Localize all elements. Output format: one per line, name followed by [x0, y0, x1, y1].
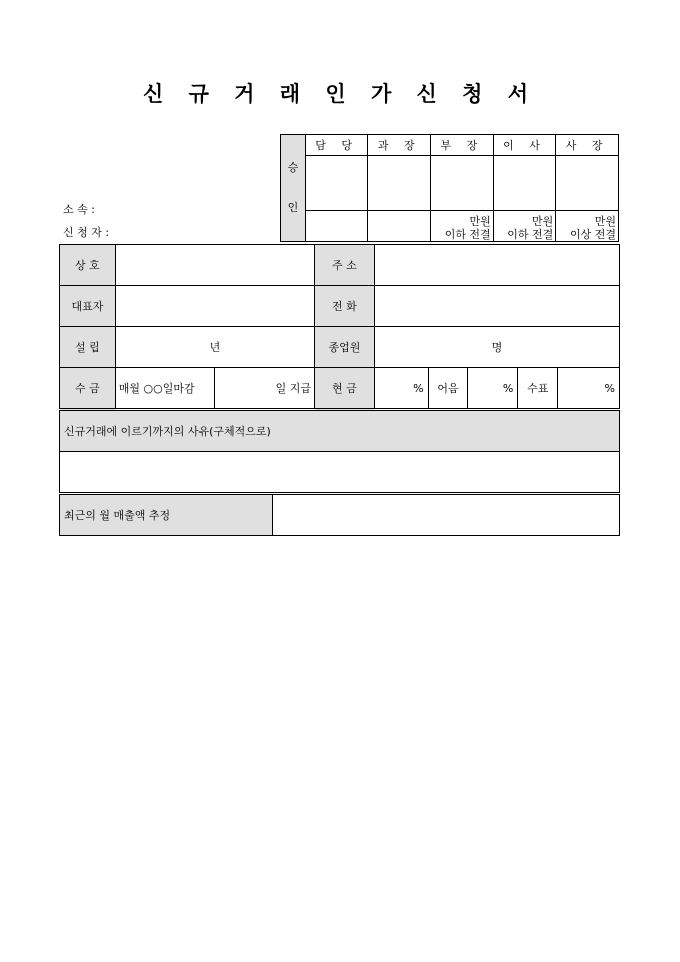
limit-section-chief [368, 211, 431, 242]
limit-president [556, 211, 619, 242]
limit-director [493, 211, 556, 242]
reason-field[interactable] [60, 452, 620, 494]
bill-percent-field[interactable] [468, 368, 518, 410]
collection-cycle-field[interactable] [115, 368, 215, 410]
role-section-chief: 과 장 [368, 135, 431, 156]
approval-label-top: 승 [287, 161, 299, 174]
phone-field[interactable] [374, 286, 619, 327]
approval-vertical-label [281, 135, 306, 242]
limit-rule: 이하 전결 [507, 228, 554, 241]
collection-pay-text: 일 지급 [275, 382, 312, 395]
role-president: 사 장 [556, 135, 619, 156]
applicant-row [63, 224, 109, 240]
application-form-table [59, 244, 620, 536]
phone-label: 전 화 [315, 286, 375, 327]
employees-label: 종업원 [315, 327, 375, 368]
collection-cycle-text: 매월 ○○일마감 [118, 382, 195, 395]
company-name-field[interactable] [115, 245, 314, 286]
signature-box-section-chief[interactable] [368, 156, 431, 211]
role-director: 이 사 [493, 135, 556, 156]
page-title: 신 규 거 래 인 가 신 청 서 [142, 81, 538, 106]
role-manager: 담 당 [305, 135, 368, 156]
cash-percent-field[interactable] [374, 368, 428, 410]
signature-box-manager[interactable] [305, 156, 368, 211]
signature-box-director[interactable] [493, 156, 556, 211]
ceo-label: 대표자 [60, 286, 116, 327]
ceo-field[interactable] [115, 286, 314, 327]
approval-label-bottom: 인 [287, 201, 299, 214]
founded-label: 설 립 [60, 327, 116, 368]
approval-table [280, 134, 619, 242]
collection-label: 수 금 [60, 368, 116, 410]
employees-field[interactable] [374, 327, 619, 368]
bill-label: 어음 [428, 368, 468, 410]
founded-field[interactable] [115, 327, 314, 368]
limit-amount: 만원 [594, 215, 616, 228]
role-department-head: 부 장 [431, 135, 494, 156]
collection-pay-field[interactable] [215, 368, 315, 410]
affiliation-row [63, 201, 95, 217]
employees-unit: 명 [491, 341, 503, 354]
check-percent-field[interactable] [558, 368, 620, 410]
affiliation-label: 소 속 : [63, 203, 95, 216]
check-percent-unit: % [604, 381, 615, 395]
applicant-label: 신 청 자 : [63, 226, 110, 239]
limit-rule: 이상 전결 [569, 228, 616, 241]
founded-unit: 년 [209, 341, 221, 354]
cash-label: 현 금 [315, 368, 375, 410]
limit-amount: 만원 [532, 215, 554, 228]
address-field[interactable] [374, 245, 619, 286]
address-label: 주 소 [315, 245, 375, 286]
recent-sales-field[interactable] [273, 494, 620, 536]
limit-rule: 이하 전결 [444, 228, 491, 241]
reason-label: 신규거래에 이르기까지의 사유(구체적으로) [60, 410, 620, 452]
limit-amount: 만원 [469, 215, 491, 228]
limit-department-head [431, 211, 494, 242]
recent-sales-label: 최근의 월 매출액 추정 [60, 494, 273, 536]
signature-box-president[interactable] [556, 156, 619, 211]
bill-percent-unit: % [502, 381, 514, 395]
company-name-label: 상 호 [60, 245, 116, 286]
signature-box-department-head[interactable] [431, 156, 494, 211]
limit-manager [305, 211, 368, 242]
cash-percent-unit: % [413, 381, 424, 395]
check-label: 수표 [518, 368, 558, 410]
